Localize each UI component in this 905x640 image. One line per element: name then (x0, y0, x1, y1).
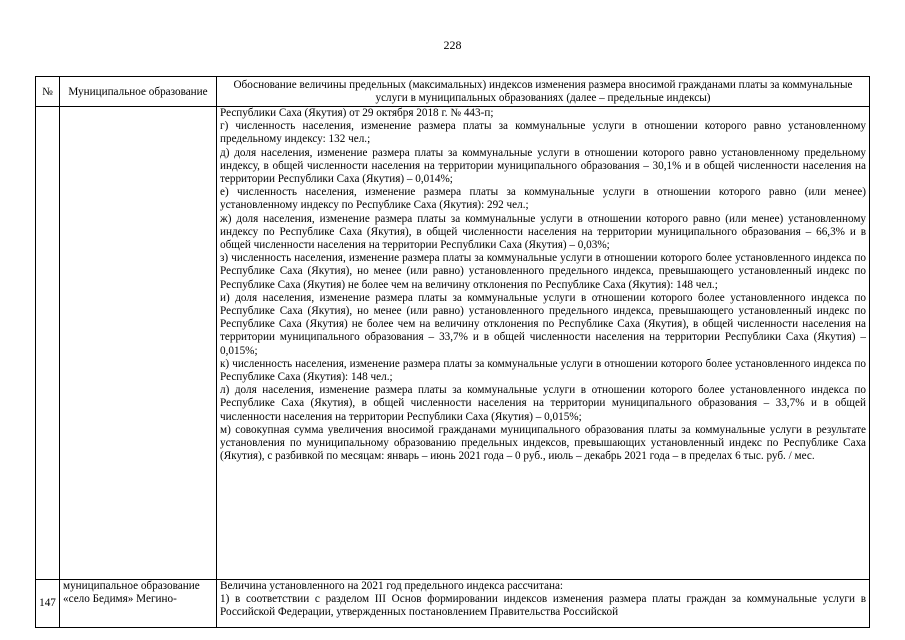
row-municipality: муниципальное образование «село Бедимя» Мегино- (60, 580, 217, 628)
paragraph: ж) доля населения, изменение размера платы за коммунальные услуги в отношении которого равно (или менее) установленному индексу по Республике Саха (Якутия), в общей численности населения на территории муниципального образования – 66,3% и в общей численности населения на территории Республики Саха (Якутия) – 0,03%; (220, 212, 866, 252)
page-number: 228 (443, 38, 462, 52)
justification-table (35, 76, 870, 628)
paragraph: и) доля населения, изменение размера платы за коммунальные услуги в отношении которого более установленного индекса по Республике Саха (Якутия), но менее (или равно) установленного предельного индекса, превышающего установленный индекс по Республике Саха (Якутия) не более чем на величину отклонения по Республике Саха (Якутия), в общей численности населения на территории муниципального образования – 33,7% и в общей численности населения на территории Республики Саха (Якутия) – 0,015%; (220, 291, 866, 357)
header-number: № (36, 77, 60, 107)
paragraph: л) доля населения, изменение размера платы за коммунальные услуги в отношении которого более установленного индекса по Республике Саха (Якутия), в общей численности населения на территории муниципального образования – 33,7% и в общей численности населения на территории Республики Саха (Якутия) – 0,015%; (220, 384, 866, 423)
paragraph: Республики Саха (Якутия) от 29 октября 2018 г. № 443-п; (220, 107, 494, 119)
table-row (36, 580, 870, 628)
table-row (36, 107, 870, 580)
row-justification (217, 107, 870, 580)
row-number: 147 (36, 580, 60, 628)
table-header-row (36, 77, 870, 107)
paragraph: е) численность населения, изменение размера платы за коммунальные услуги в отношении которого равно (или менее) установленному индексу по Республике Саха (Якутия): 292 чел.; (220, 186, 866, 212)
paragraph: Величина установленного на 2021 год предельного индекса рассчитана: (220, 580, 564, 592)
header-justification: Обоснование величины предельных (максимальных) индексов изменения размера вносимой гражданами платы за коммунальные услуги в муниципальных образованиях (далее – предельные индексы) (217, 77, 870, 107)
paragraph: м) совокупная сумма увеличения вносимой гражданами муниципального образования платы за коммунальные услуги в результате установления по муниципальному образованию предельных индексов, превышающих установленный индекс по Республике Саха (Якутия), с разбивкой по месяцам: январь – июнь 2021 года – 0 руб., июль – декабрь 2021 года – в пределах 6 тыс. руб. / мес. (220, 423, 866, 463)
row-number (36, 107, 60, 580)
paragraph: г) численность населения, изменение размера платы за коммунальные услуги в отношении которого равно установленному предельному индексу: 132 чел.; (220, 120, 866, 146)
paragraph: д) доля населения, изменение размера платы за коммунальные услуги в отношении которого равно установленному предельному индексу, в общей численности населения на территории муниципального образования – 30,1% и в общей численности населения на территории Республики Саха (Якутия) – 0,014%; (220, 146, 866, 186)
row-justification (217, 580, 870, 628)
paragraph: к) численность населения, изменение размера платы за коммунальные услуги в отношении которого более установленного индекса по Республике Саха (Якутия): 148 чел.; (220, 357, 866, 384)
header-municipality: Муниципальное образование (60, 77, 217, 107)
paragraph: з) численность населения, изменение размера платы за коммунальные услуги в отношении которого более установленного индекса по Республике Саха (Якутия), но менее (или равно) установленного предельного индекса, превышающего установленный индекс по Республике Саха (Якутия) не более чем на величину отклонения по Республике Саха (Якутия): 148 чел.; (220, 252, 866, 291)
row-municipality (60, 107, 217, 580)
paragraph: 1) в соответствии с разделом III Основ формировании индексов изменения размера платы граждан за коммунальные услуги в Российской Федерации, утвержденных постановлением Правительства Российской (220, 593, 866, 619)
